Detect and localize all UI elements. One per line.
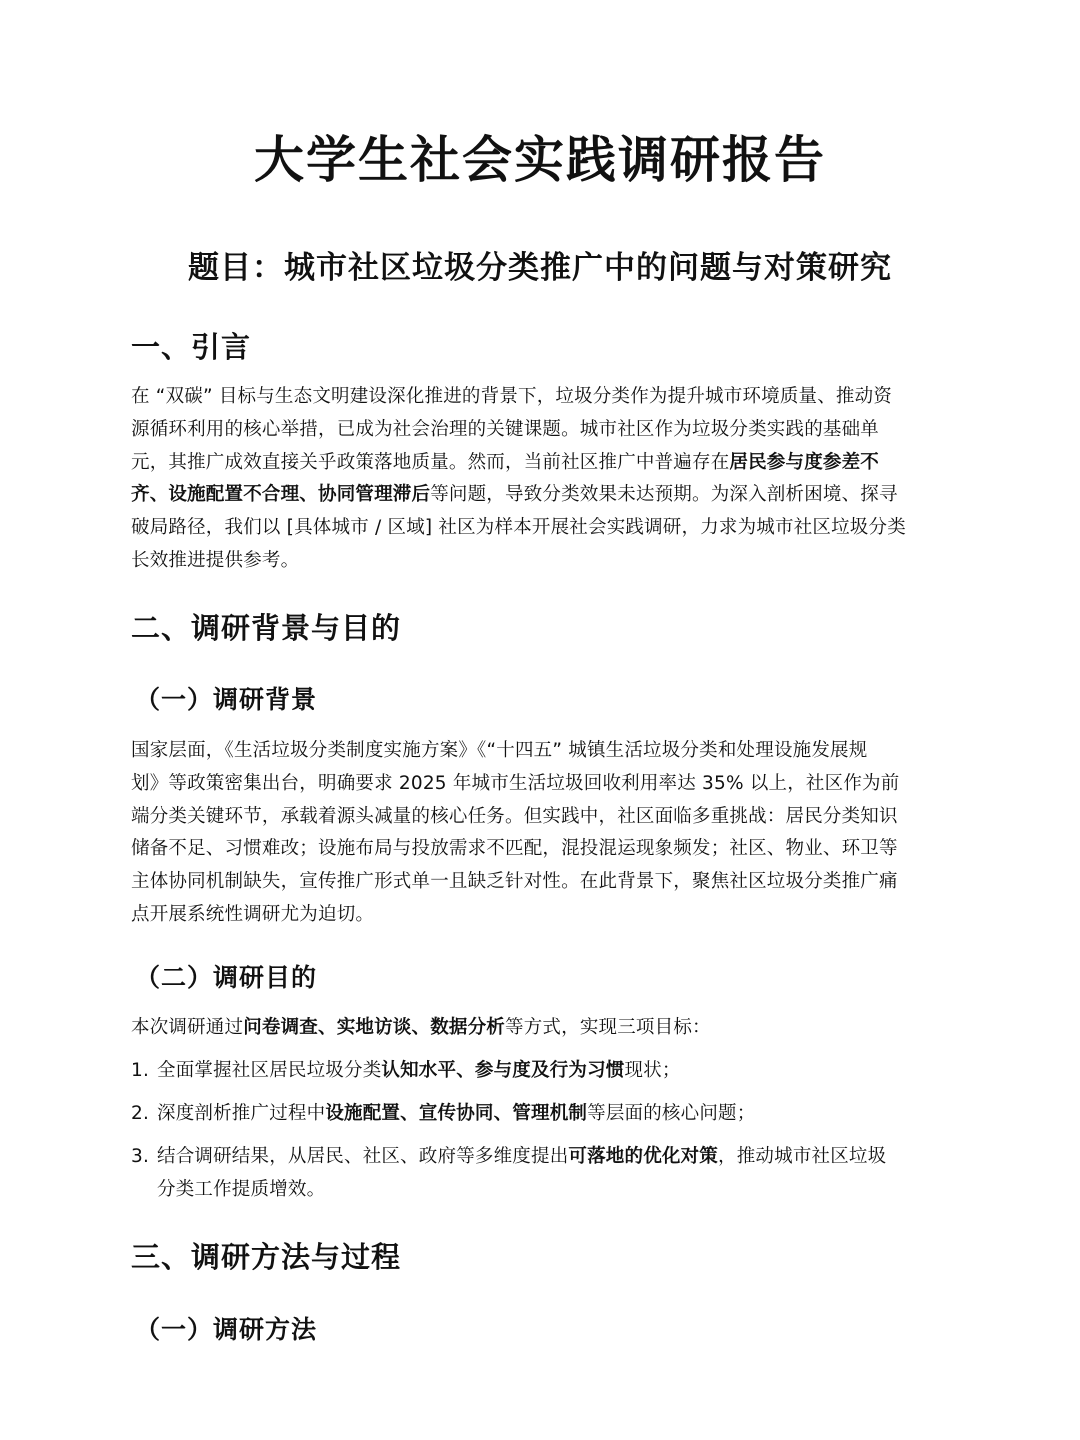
purpose-intro: 本次调研通过问卷调查、实地访谈、数据分析等方式，实现三项目标： [131, 1017, 711, 1038]
background-line-5: 主体协同机制缺失，宣传推广形式单一且缺乏针对性。在此背景下，聚焦社区垃圾分类推广痛 [131, 871, 898, 893]
subsection-heading-purpose: （二）调研目的 [135, 963, 318, 992]
intro-line-2: 源循环利用的核心举措，已成为社会治理的关键课题。城市社区作为垃圾分类实践的基础单 [131, 418, 880, 440]
list-item: 3. 结合调研结果，从居民、社区、政府等多维度提出可落地的优化对策，推动城市社区垃圾 分类工作提质增效。 [131, 1141, 951, 1207]
subsection-heading-background: （一）调研背景 [135, 685, 318, 714]
list-number: 2. [131, 1103, 150, 1124]
section-heading-methods-process: 三、调研方法与过程 [131, 1240, 402, 1274]
purpose-methods-bold: 问卷调查、实地访谈、数据分析 [243, 1017, 506, 1038]
background-line-2: 划》等政策密集出台，明确要求 2025 年城市生活垃圾回收利用率达 35% 以上，社区作为前 [131, 772, 900, 794]
background-line-6: 点开展系统性调研尤为迫切。 [131, 903, 375, 925]
list-number: 1. [131, 1060, 150, 1081]
background-line-1: 国家层面，《生活垃圾分类制度实施方案》《“十四五” 城镇生活垃圾分类和处理设施发展规 [131, 740, 868, 761]
report-subtitle: 题目：城市社区垃圾分类推广中的问题与对策研究 [188, 250, 892, 286]
background-line-4: 储备不足、习惯难改；设施布局与投放需求不匹配，混投混运现象频发；社区、物业、环卫等 [131, 838, 898, 860]
list-number: 3. [131, 1146, 150, 1167]
intro-line-4: 齐、设施配置不合理、协同管理滞后等问题，导致分类效果未达预期。为深入剖析困境、探寻 [131, 484, 898, 506]
subsection-heading-methods: （一）调研方法 [135, 1315, 318, 1344]
list-item: 2. 深度剖析推广过程中设施配置、宣传协同、管理机制等层面的核心问题； [131, 1098, 951, 1131]
introduction-paragraph [131, 381, 957, 578]
intro-line-1: 在 “双碳” 目标与生态文明建设深化推进的背景下，垃圾分类作为提升城市环境质量、推动资 [131, 386, 893, 407]
background-paragraph [131, 735, 957, 932]
intro-line-3: 元，其推广成效直接关乎政策落地质量。然而，当前社区推广中普遍存在居民参与度参差不 [131, 451, 880, 473]
intro-bold-phrase-1: 居民参与度参差不 [729, 451, 880, 473]
intro-line-5: 破局路径，我们以 [具体城市 / 区域] 社区为样本开展社会实践调研，力求为城市社区垃圾分类 [131, 517, 906, 539]
section-heading-introduction: 一、引言 [131, 330, 252, 364]
list-item: 1. 全面掌握社区居民垃圾分类认知水平、参与度及行为习惯现状； [131, 1055, 951, 1088]
intro-bold-phrase-2: 齐、设施配置不合理、协同管理滞后 [131, 484, 431, 506]
background-line-3: 端分类关键环节，承载着源头减量的核心任务。但实践中，社区面临多重挑战：居民分类知识 [131, 805, 898, 827]
document-title: 大学生社会实践调研报告 [254, 131, 826, 189]
intro-line-6: 长效推进提供参考。 [131, 549, 300, 571]
list-item-continuation: 分类工作提质增效。 [157, 1178, 326, 1200]
section-heading-background-purpose: 二、调研背景与目的 [131, 611, 402, 645]
